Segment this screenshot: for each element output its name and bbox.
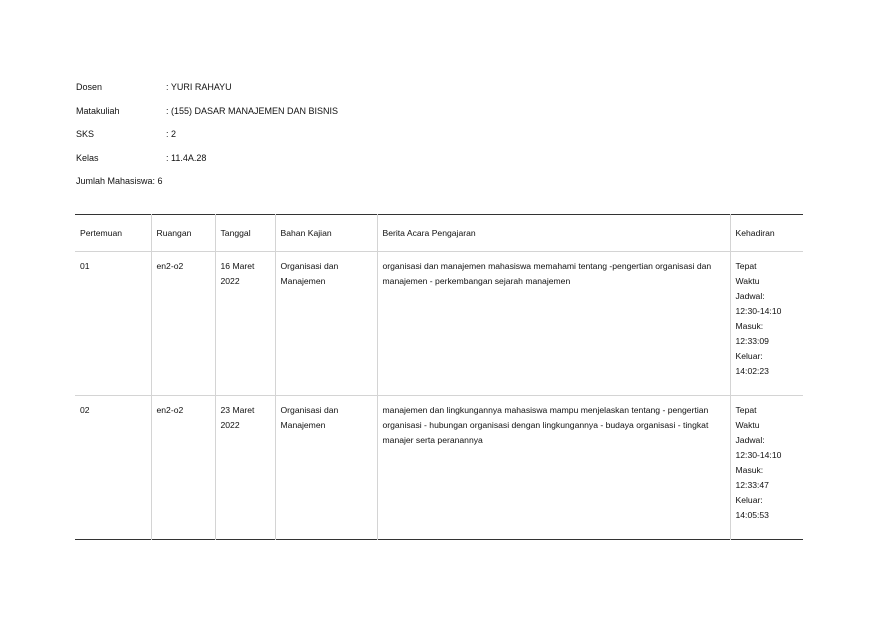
table-header-row bbox=[75, 215, 803, 252]
cell-ruangan: en2-o2 bbox=[151, 252, 215, 396]
kehadiran-line: 12:30-14:10 bbox=[735, 450, 782, 460]
info-label: SKS bbox=[76, 129, 95, 139]
kehadiran-line: Tepat bbox=[735, 261, 757, 271]
cell-berita-acara: manajemen dan lingkungannya mahasiswa mampu menjelaskan tentang - pengertian organisasi - hubungan organisasi dengan lingkungannya - budaya organisasi - tingkat manajer serta peranannya bbox=[377, 396, 730, 540]
cell-ruangan: en2-o2 bbox=[151, 396, 215, 540]
kehadiran-line: Masuk: bbox=[735, 321, 764, 331]
cell-tanggal: 23 Maret 2022 bbox=[215, 396, 275, 540]
info-label: Matakuliah bbox=[76, 105, 120, 116]
cell-tanggal: 16 Maret 2022 bbox=[215, 252, 275, 396]
course-info bbox=[76, 76, 338, 194]
kehadiran-line: Tepat bbox=[735, 405, 757, 415]
info-label: Jumlah Mahasiswa bbox=[76, 176, 153, 186]
cell-bahan-kajian: Organisasi dan Manajemen bbox=[275, 252, 377, 396]
cell-pertemuan: 02 bbox=[80, 405, 90, 415]
table-row bbox=[75, 252, 803, 396]
info-row-sks bbox=[76, 123, 338, 147]
info-row-kelas bbox=[76, 147, 338, 171]
info-row-jumlah-mahasiswa bbox=[76, 170, 338, 194]
kehadiran-line: 12:30-14:10 bbox=[735, 306, 782, 316]
cell-pertemuan: 01 bbox=[80, 261, 90, 271]
column-header-berita-acara: Berita Acara Pengajaran bbox=[377, 215, 730, 252]
column-header-tanggal: Tanggal bbox=[215, 215, 275, 252]
table-row bbox=[75, 396, 803, 540]
kehadiran-line: Waktu bbox=[735, 420, 760, 430]
kehadiran-line: 12:33:47 bbox=[735, 480, 769, 490]
column-header-kehadiran: Kehadiran bbox=[730, 215, 803, 252]
kehadiran-line: Jadwal: bbox=[735, 291, 765, 301]
info-row-dosen bbox=[76, 76, 338, 100]
kehadiran-line: Keluar: bbox=[735, 495, 763, 505]
kehadiran-line: Waktu bbox=[735, 276, 760, 286]
info-value: : 2 bbox=[166, 129, 177, 139]
info-label: Kelas bbox=[76, 152, 99, 163]
kehadiran-line: Keluar: bbox=[735, 351, 763, 361]
cell-bahan-kajian: Organisasi dan Manajemen bbox=[275, 396, 377, 540]
kehadiran-line: 12:33:09 bbox=[735, 336, 769, 346]
column-header-bahan-kajian: Bahan Kajian bbox=[275, 215, 377, 252]
cell-kehadiran bbox=[730, 396, 803, 540]
info-value: : 11.4A.28 bbox=[166, 152, 207, 163]
kehadiran-line: 14:02:23 bbox=[735, 366, 769, 376]
kehadiran-line: Jadwal: bbox=[735, 435, 765, 445]
column-header-ruangan: Ruangan bbox=[151, 215, 215, 252]
cell-kehadiran bbox=[730, 252, 803, 396]
info-label: Dosen bbox=[76, 82, 103, 92]
cell-berita-acara: organisasi dan manajemen mahasiswa memahami tentang -pengertian organisasi dan manajemen - perkembangan sejarah manajemen bbox=[377, 252, 730, 396]
teaching-record-table bbox=[75, 214, 803, 540]
kehadiran-line: 14:05:53 bbox=[735, 510, 769, 520]
info-value: : 6 bbox=[152, 176, 163, 186]
info-row-matakuliah bbox=[76, 100, 338, 124]
kehadiran-line: Masuk: bbox=[735, 465, 764, 475]
info-value: : YURI RAHAYU bbox=[166, 82, 232, 92]
info-value: : (155) DASAR MANAJEMEN DAN BISNIS bbox=[166, 105, 339, 116]
column-header-pertemuan: Pertemuan bbox=[80, 227, 123, 238]
